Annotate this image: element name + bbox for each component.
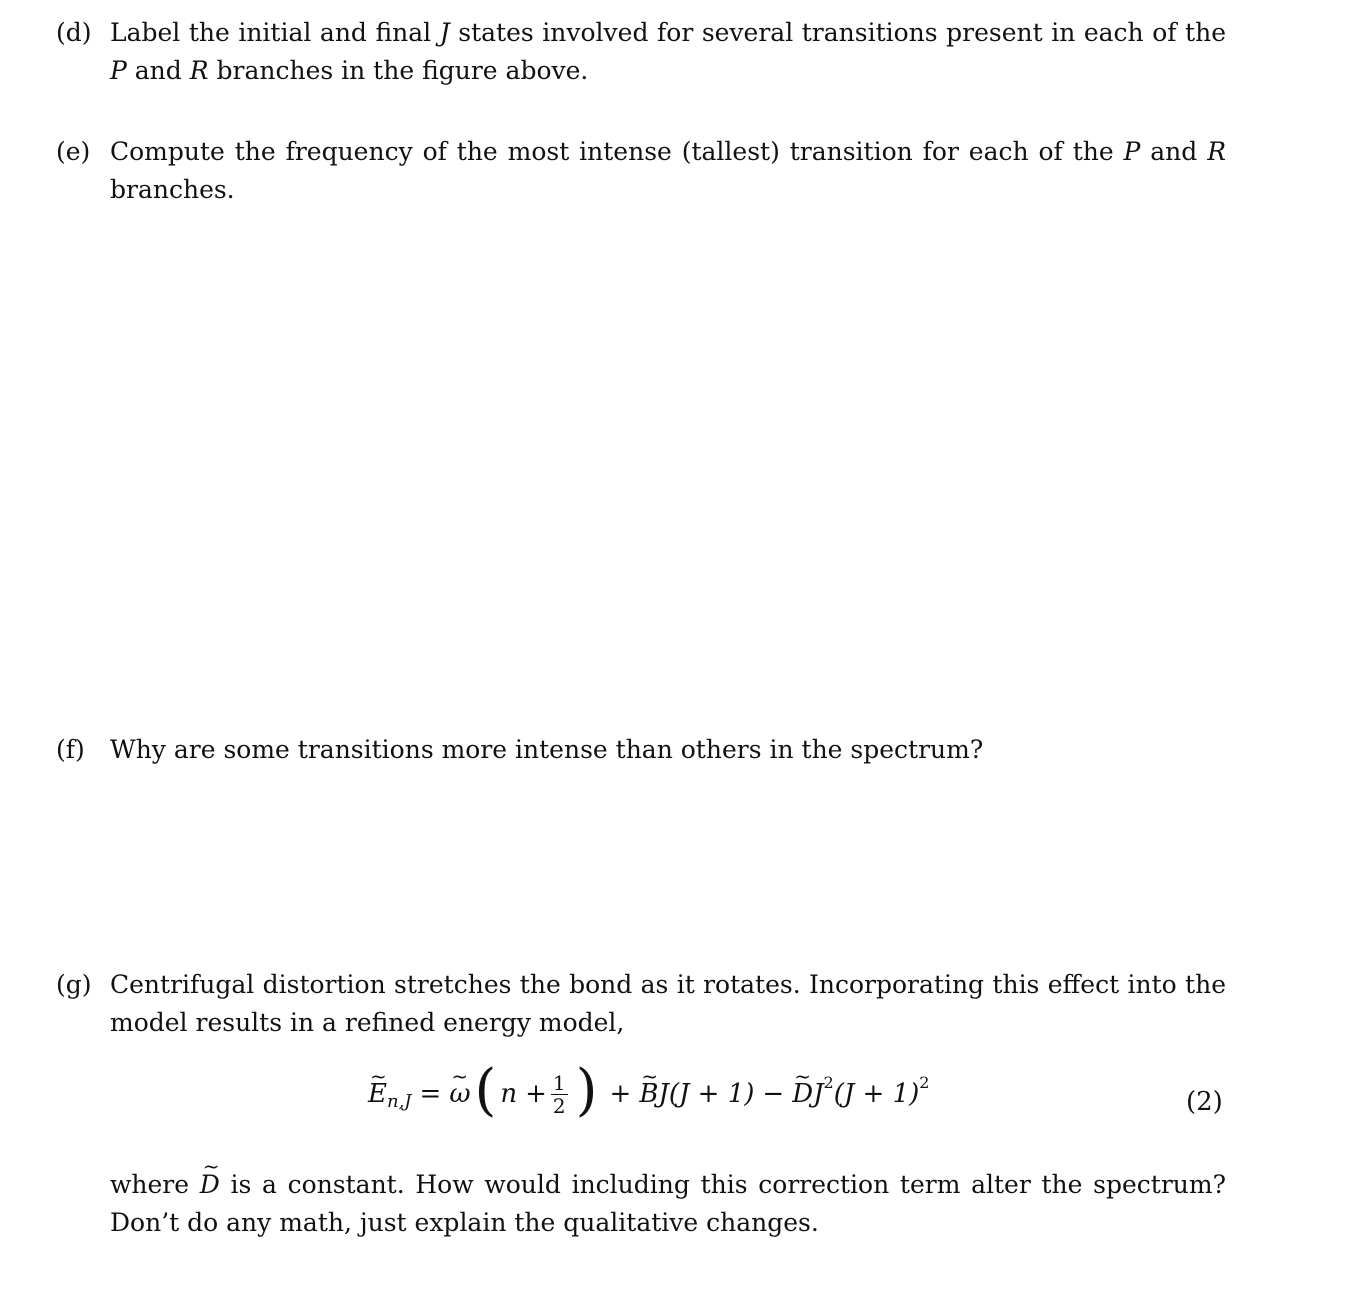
- question-g-continuation: [110, 1166, 1226, 1242]
- question-d-text: [110, 14, 1226, 90]
- equation-d-exponent-a: 2: [823, 1073, 834, 1092]
- p-branch-symbol: P: [110, 56, 127, 85]
- question-g-label: (g): [56, 970, 92, 999]
- j-variable: J: [439, 18, 450, 47]
- question-e-text: [110, 133, 1226, 209]
- question-d-text-part: and: [126, 56, 190, 85]
- equation-equals: =: [419, 1079, 442, 1109]
- equation-lhs-subscript: n,J: [386, 1091, 412, 1112]
- question-e-text-part: Compute the frequency of the most intense (tallest) transition for each of the: [110, 137, 1124, 166]
- question-f-label: (f): [56, 735, 85, 764]
- question-f-text: Why are some transitions more intense than others in the spectrum?: [110, 735, 984, 764]
- question-e-text-part: and: [1140, 137, 1208, 166]
- equation-lhs-symbol: ~ E: [368, 1079, 387, 1109]
- equation-minus: −: [762, 1079, 785, 1109]
- equation-right-paren: ): [575, 1058, 598, 1123]
- question-e-text-part: branches.: [110, 175, 235, 204]
- question-f: [56, 731, 1226, 769]
- d-constant-symbol: ~ D: [200, 1166, 220, 1204]
- equation-d-exponent-b: 2: [919, 1073, 930, 1092]
- equation-plus-b: +: [609, 1079, 632, 1109]
- question-e: [56, 133, 1226, 209]
- equation-number: (2): [1186, 1087, 1223, 1117]
- r-branch-symbol: R: [1207, 137, 1227, 166]
- p-branch-symbol: P: [1123, 137, 1141, 166]
- question-g: [56, 966, 1226, 1042]
- question-d-text-part: Label the initial and final: [110, 18, 440, 47]
- r-branch-symbol: R: [189, 56, 209, 85]
- question-d-text-part: states involved for several transitions present in each of the: [449, 18, 1226, 47]
- question-d: [56, 14, 1226, 90]
- equation-d-term-b: (J + 1): [833, 1079, 920, 1109]
- equation-fraction: [551, 1072, 568, 1117]
- equation-b-symbol: ~ B: [639, 1079, 658, 1109]
- equation-fraction-numerator: 1: [552, 1070, 566, 1095]
- equation-n: n: [500, 1079, 518, 1109]
- question-e-label: (e): [56, 137, 91, 166]
- question-g-cont-text: is a constant. How would including this correction term alter the spectrum? Don’t do any math, just explain the qualitative changes.: [110, 1170, 1226, 1237]
- equation-b-term: J(J + 1): [658, 1079, 755, 1109]
- energy-equation: [368, 1058, 930, 1123]
- equation-left-paren: (: [474, 1058, 497, 1123]
- question-d-label: (d): [56, 18, 92, 47]
- question-d-text-part: branches in the figure above.: [208, 56, 589, 85]
- equation-omega: ~ ω: [449, 1079, 470, 1109]
- equation-plus: +: [525, 1079, 547, 1109]
- question-g-text: Centrifugal distortion stretches the bond as it rotates. Incorporating this effect into the model results in a refined energy model,: [110, 970, 1226, 1037]
- equation-d-symbol: ~ D: [792, 1079, 813, 1109]
- question-g-cont-text: where: [110, 1170, 200, 1199]
- equation-d-term-a: J: [813, 1079, 824, 1109]
- equation-fraction-denominator: 2: [552, 1093, 566, 1118]
